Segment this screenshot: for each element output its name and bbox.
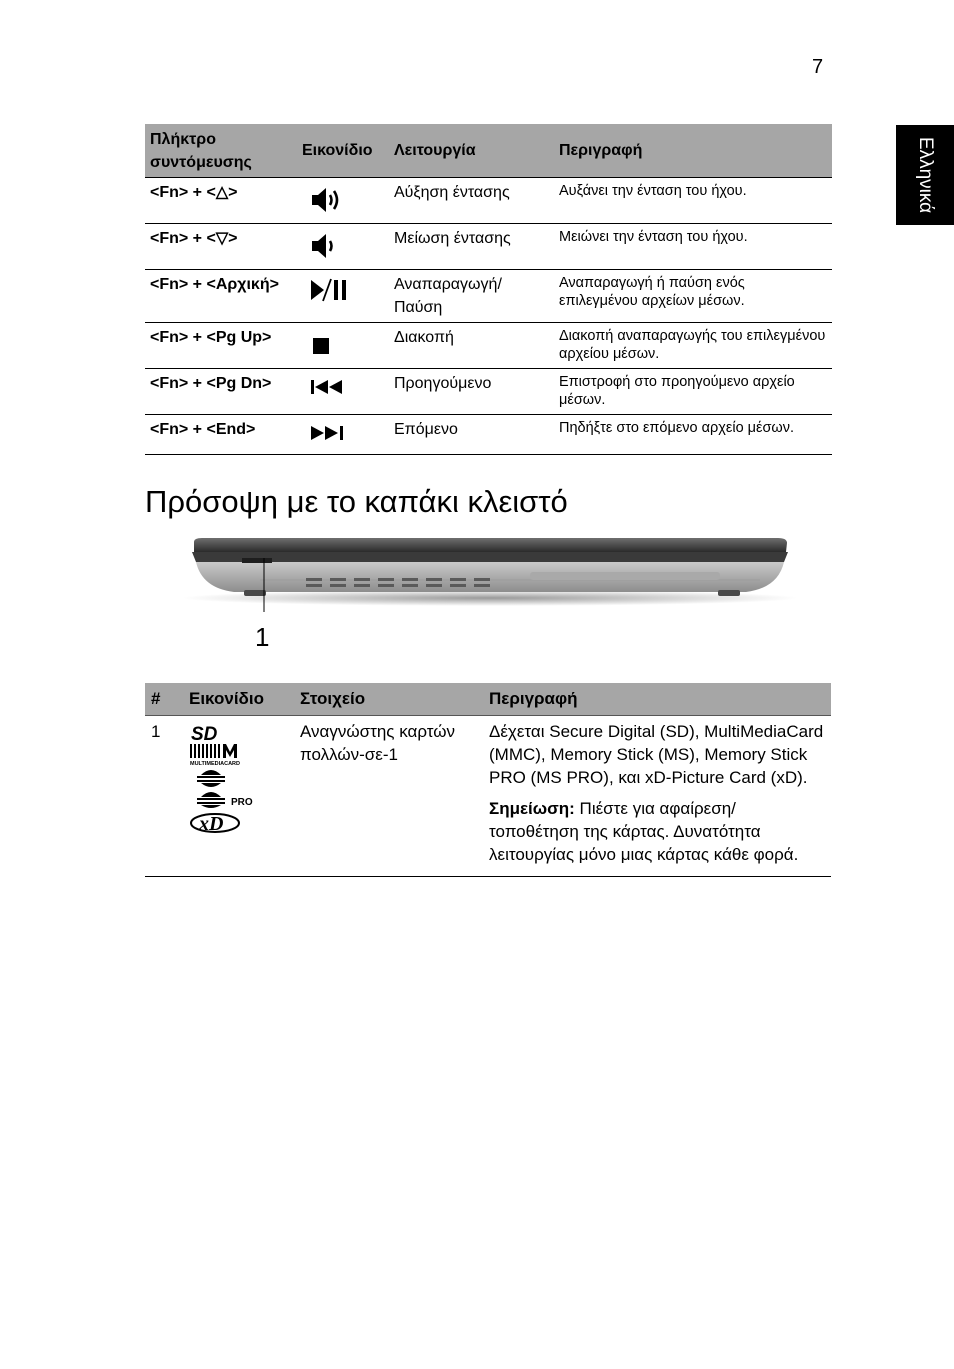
sd-logo-text: SD [191, 724, 218, 743]
header-function: Λειτουργία [389, 124, 554, 178]
header-icon: Εικονίδιο [297, 124, 389, 178]
shortcut-key: <Fn> + <Pg Up> [145, 323, 297, 369]
shortcut-key: <Fn> + <△> [145, 178, 297, 224]
function-name: Διακοπή [389, 323, 554, 369]
function-name: Προηγούμενο [389, 369, 554, 415]
multimediacard-logo-icon [189, 743, 243, 767]
row-number: 1 [145, 716, 183, 877]
shortcut-key: <Fn> + <End> [145, 415, 297, 455]
item-description: Δέχεται Secure Digital (SD), MultiMediaCard (MMC), Memory Stick (MS), Memory Stick PRO (MS PRO), και xD-Picture Card (xD). [489, 722, 824, 787]
ms-pro-logo-text: PRO [231, 797, 253, 808]
xd-picture-card-logo-icon [189, 811, 243, 835]
function-name: Αύξηση έντασης [389, 178, 554, 224]
stop-icon [309, 330, 333, 356]
xd-logo-text: xD [199, 813, 224, 835]
header-icon: Εικονίδιο [183, 683, 294, 716]
function-name: Μείωση έντασης [389, 224, 554, 270]
memory-stick-pro-logo-icon [189, 789, 259, 811]
function-description: Επιστροφή στο προηγούμενο αρχείο μέσων. [554, 369, 832, 415]
table-row [145, 270, 832, 323]
section-title: Πρόσοψη με το καπάκι κλειστό [145, 484, 568, 519]
function-description: Πηδήξτε στο επόμενο αρχείο μέσων. [554, 415, 832, 455]
item-note [489, 797, 825, 866]
header-item: Στοιχείο [294, 683, 483, 716]
language-tab [896, 125, 954, 225]
sd-card-logo-icon [189, 723, 229, 743]
volume-up-icon [309, 185, 345, 215]
previous-track-icon [309, 376, 351, 398]
table-row [145, 323, 832, 369]
header-shortcut-key: Πλήκτρο συντόμευσης [145, 124, 297, 178]
table-row [145, 224, 832, 270]
shortcut-key: <Fn> + <▽> [145, 224, 297, 270]
shortcut-key: <Fn> + <Αρχική> [145, 270, 297, 323]
note-text: Πιέστε για αφαίρεση/ τοποθέτηση της κάρτας. Δυνατότητα λειτουργίας μόνο μιας κάρτας κάθε φορά. [489, 799, 799, 864]
table-row [145, 415, 832, 455]
table-row [145, 716, 831, 877]
function-description: Αυξάνει την ένταση του ήχου. [554, 178, 832, 224]
note-label: Σημείωση: [489, 799, 575, 818]
shortcut-key: <Fn> + <Pg Dn> [145, 369, 297, 415]
memory-stick-logo-icon [189, 767, 243, 789]
table-row [145, 369, 832, 415]
header-description: Περιγραφή [554, 124, 832, 178]
function-description: Διακοπή αναπαραγωγής του επιλεγμένου αρχείου μέσων. [554, 323, 832, 369]
function-name: Αναπαραγωγή/ Παύση [389, 270, 554, 323]
language-tab-label: Ελληνικά [915, 136, 936, 214]
laptop-front-closed-image [180, 532, 800, 617]
item-name: Αναγνώστης καρτών πολλών-σε-1 [294, 716, 483, 877]
table-row [145, 178, 832, 224]
callout-label-1: 1 [255, 622, 270, 652]
function-description: Μειώνει την ένταση του ήχου. [554, 224, 832, 270]
shortcut-table [145, 124, 832, 455]
shortcut-table-header [145, 124, 832, 178]
header-number: # [145, 683, 183, 716]
function-description: Αναπαραγωγή ή παύση ενός επιλεγμένου αρχείων μέσων. [554, 270, 832, 323]
component-table-header [145, 683, 831, 716]
next-track-icon [309, 422, 351, 444]
volume-down-icon [309, 231, 345, 261]
play-pause-icon [309, 277, 353, 303]
component-table [145, 683, 831, 877]
page-number: 7 [812, 56, 824, 78]
mmc-logo-text: MULTIMEDIACARD [190, 761, 241, 767]
function-name: Επόμενο [389, 415, 554, 455]
header-description: Περιγραφή [483, 683, 831, 716]
